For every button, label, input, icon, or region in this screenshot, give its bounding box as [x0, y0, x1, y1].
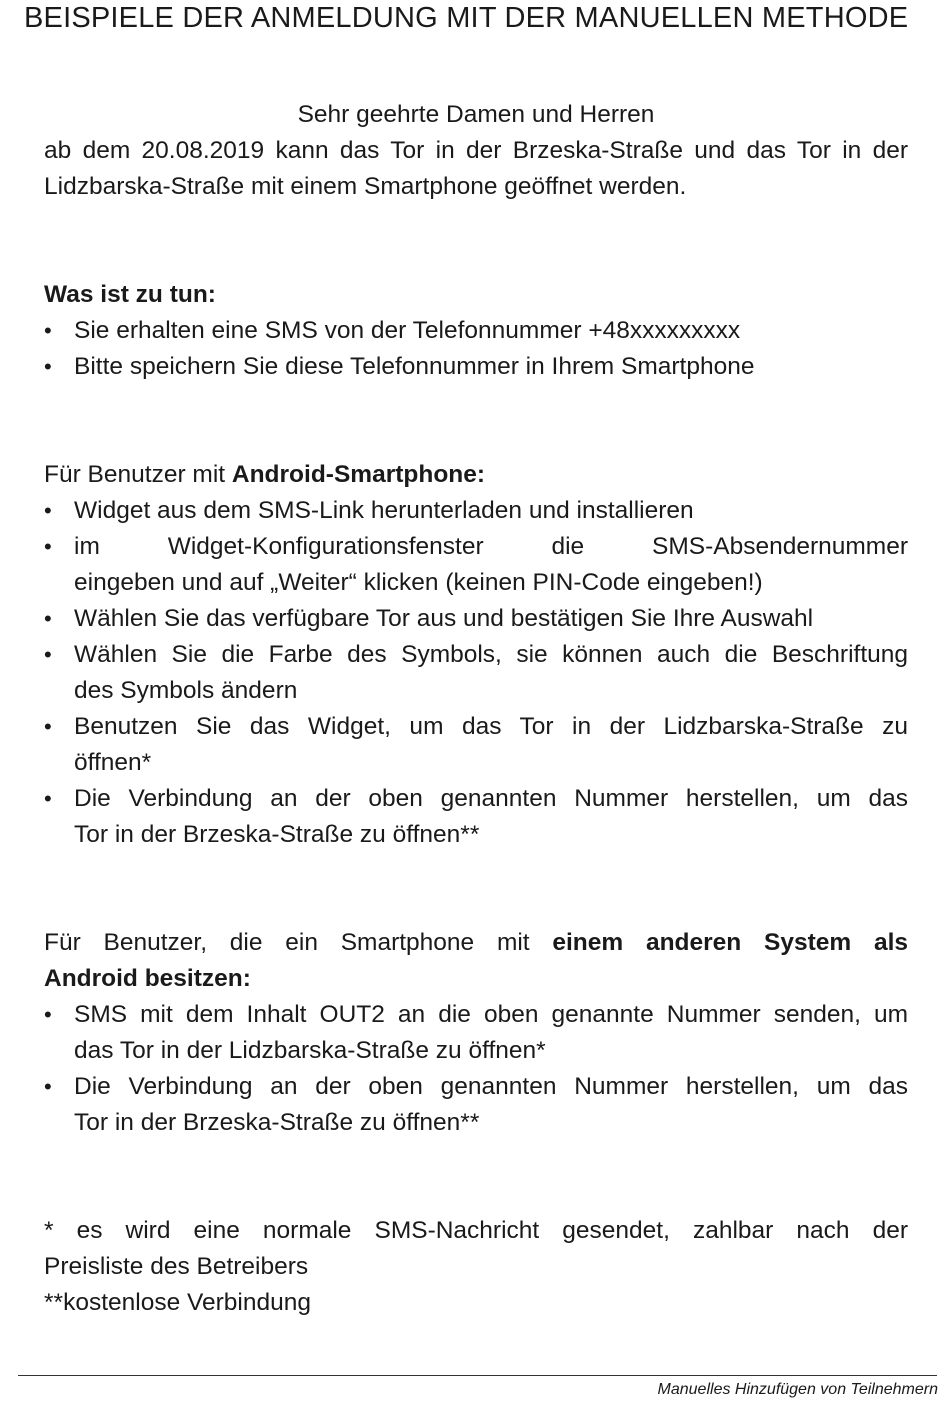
footnote: **kostenlose Verbindung	[44, 1289, 311, 1316]
footer-divider	[18, 1375, 937, 1376]
list-item: • Bitte speichern Sie diese Telefonnummer in Ihrem Smartphone	[44, 349, 908, 385]
list-item: • Widget aus dem SMS-Link herunterladen und installieren	[44, 493, 908, 529]
greeting: Sehr geehrte Damen und Herren	[297, 101, 655, 128]
intro-line: Lidzbarska-Straße mit einem Smartphone geöffnet werden.	[44, 173, 687, 200]
list-item: • Die Verbindung an der oben genannten Nummer herstellen, um das Tor in der Brzeska-Straße zu öffnen**	[44, 1069, 908, 1141]
other-system-heading-cont: Android besitzen:	[44, 965, 251, 992]
page-footer: Manuelles Hinzufügen von Teilnehmern	[657, 1381, 938, 1398]
list-item: • Wählen Sie das verfügbare Tor aus und bestätigen Sie Ihre Auswahl	[44, 601, 908, 637]
other-system-heading: Für Benutzer, die ein Smartphone mit einem anderen System als	[44, 929, 909, 956]
other-system-list	[44, 997, 908, 1141]
android-heading: Für Benutzer mit Android-Smartphone:	[44, 461, 486, 488]
list-item: • SMS mit dem Inhalt OUT2 an die oben genannte Nummer senden, um das Tor in der Lidzbarska-Straße zu öffnen*	[44, 997, 908, 1069]
list-item: • Benutzen Sie das Widget, um das Tor in der Lidzbarska-Straße zu öffnen*	[44, 709, 908, 781]
todo-heading: Was ist zu tun:	[44, 281, 216, 308]
list-item: • im Widget-Konfigurationsfenster die SMS-Absendernummer eingeben und auf „Weiter“ klicken (keinen PIN-Code eingeben!)	[44, 529, 908, 601]
list-item: • Wählen Sie die Farbe des Symbols, sie können auch die Beschriftung des Symbols ändern	[44, 637, 908, 709]
letter-body	[44, 97, 908, 1321]
list-item: • Sie erhalten eine SMS von der Telefonnummer +48xxxxxxxxx	[44, 313, 908, 349]
android-list	[44, 493, 908, 853]
list-item: • Die Verbindung an der oben genannten Nummer herstellen, um das Tor in der Brzeska-Straße zu öffnen**	[44, 781, 908, 853]
footnote: Preisliste des Betreibers	[44, 1253, 309, 1280]
page-title: BEISPIELE DER ANMELDUNG MIT DER MANUELLEN METHODE	[24, 2, 909, 34]
todo-list	[44, 313, 908, 385]
footnote: * es wird eine normale SMS-Nachricht gesendet, zahlbar nach der	[44, 1217, 908, 1244]
intro-line: ab dem 20.08.2019 kann das Tor in der Brzeska-Straße und das Tor in der	[44, 137, 908, 164]
